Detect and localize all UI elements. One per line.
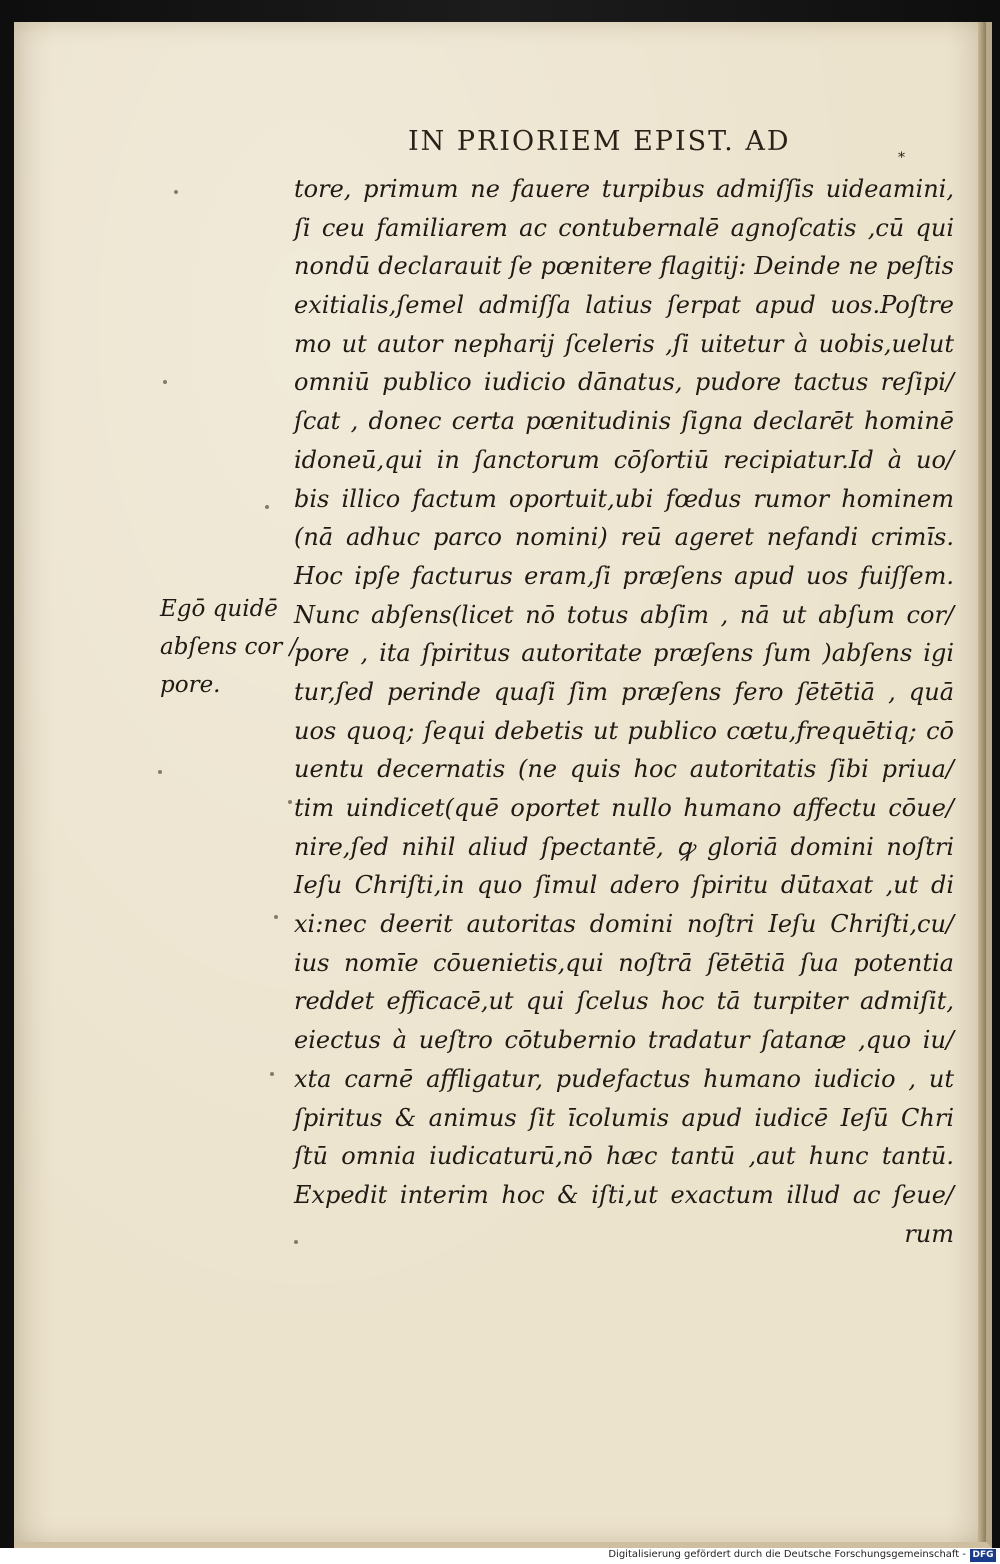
dust-speck <box>158 770 162 774</box>
dust-speck <box>163 380 167 384</box>
text-line: nondū declarauit ſe pœnitere flagitij: Deinde ne peſtis <box>294 252 954 281</box>
text-line: (nā adhuc parco nomini) reū ageret nefandi crimīs. <box>294 523 954 552</box>
marginal-note-line: abſens cor / <box>160 634 298 660</box>
running-head-text: IN PRIORIEM EPIST. AD <box>408 126 791 157</box>
text-line: omniū publico iudicio dānatus, pudore tactus reſipi/ <box>294 368 954 397</box>
running-head <box>408 126 791 157</box>
text-line: tur,ſed perinde quaſi ſim præſens fero ſētētiā , quā <box>294 677 954 706</box>
text-line: reddet efficacē,ut qui ſcelus hoc tā turpiter admiſit, <box>294 987 954 1016</box>
text-line: tore, primum ne fauere turpibus admiſſis uideamini, <box>294 175 954 203</box>
text-line: Expedit interim hoc & iſti,ut exactum illud ac ſeue/ <box>294 1180 954 1209</box>
marginal-note <box>160 590 300 704</box>
text-line: bis illico factum oportuit,ubi fœdus rumor hominem <box>294 484 954 513</box>
text-line: pore , ita ſpiritus autoritate præſens ſum )abſens igi <box>294 639 954 668</box>
head-ornament: * <box>898 150 907 166</box>
text-line: ſpiritus & animus ſit īcolumis apud iudicē Ieſū Chri <box>294 1103 954 1132</box>
text-line: exitialis,ſemel admiſſa latius ſerpat apud uos.Poſtre <box>294 291 954 320</box>
text-line: uos quoq; ſequi debetis ut publico cœtu,frequētiq; cō <box>294 716 954 745</box>
catchword: rum <box>904 1219 954 1248</box>
marginal-note-line: Egō quidē <box>160 596 278 622</box>
text-line: eiectus à ueſtro cōtubernio tradatur ſatanæ ,quo iu/ <box>294 1026 954 1055</box>
body-text <box>294 170 954 1253</box>
page-edge <box>978 22 986 1542</box>
text-line: uentu decernatis (ne quis hoc autoritatis ſibi priua/ <box>294 755 954 784</box>
text-line: ſcat , donec certa pœnitudinis ſigna declarēt hominē <box>294 407 954 436</box>
dfg-logo: DFG <box>970 1549 996 1562</box>
text-line: tim uindicet(quē oportet nullo humano affectu cōue/ <box>294 794 954 822</box>
text-line: idoneū,qui in ſanctorum cōſortiū recipiatur.Id à uo/ <box>294 445 954 474</box>
text-line: ſi ceu familiarem ac contubernalē agnoſcatis ,cū qui <box>294 213 954 242</box>
footer-credit: Digitalisierung gefördert durch die Deutsche Forschungsgemeinschaft - <box>608 1549 966 1560</box>
dust-speck <box>174 190 178 194</box>
text-line: mo ut autor nepharij ſceleris ,ſi uitetur à uobis,uelut <box>294 329 954 358</box>
text-line: Nunc abſens(licet nō totus abſim , nā ut abſum cor/ <box>294 600 954 629</box>
text-line: Hoc ipſe facturus eram,ſi præſens apud uos fuiſſem. <box>294 561 954 590</box>
text-line: ius nomīe cōuenietis,qui noſtrā ſētētiā ſua potentia <box>294 948 954 977</box>
dust-speck <box>274 915 278 919</box>
dust-speck <box>270 1072 274 1076</box>
dust-speck <box>294 1240 298 1244</box>
text-line: xi:nec deerit autoritas domini noſtri Ieſu Chriſti,cu/ <box>294 910 954 939</box>
text-line: nire,ſed nihil aliud ſpectantē, ꝙ gloriā domini noſtri <box>294 832 954 861</box>
text-line: ſtū omnia iudicaturū,nō hæc tantū ,aut hunc tantū. <box>294 1142 954 1171</box>
text-line: Ieſu Chriſti,in quo ſimul adero ſpiritu dūtaxat ,ut di <box>294 871 954 900</box>
text-line: xta carnē affligatur, pudefactus humano iudicio , ut <box>294 1064 954 1093</box>
dust-speck <box>288 800 292 804</box>
marginal-note-line: pore. <box>160 672 221 698</box>
dust-speck <box>265 505 269 509</box>
